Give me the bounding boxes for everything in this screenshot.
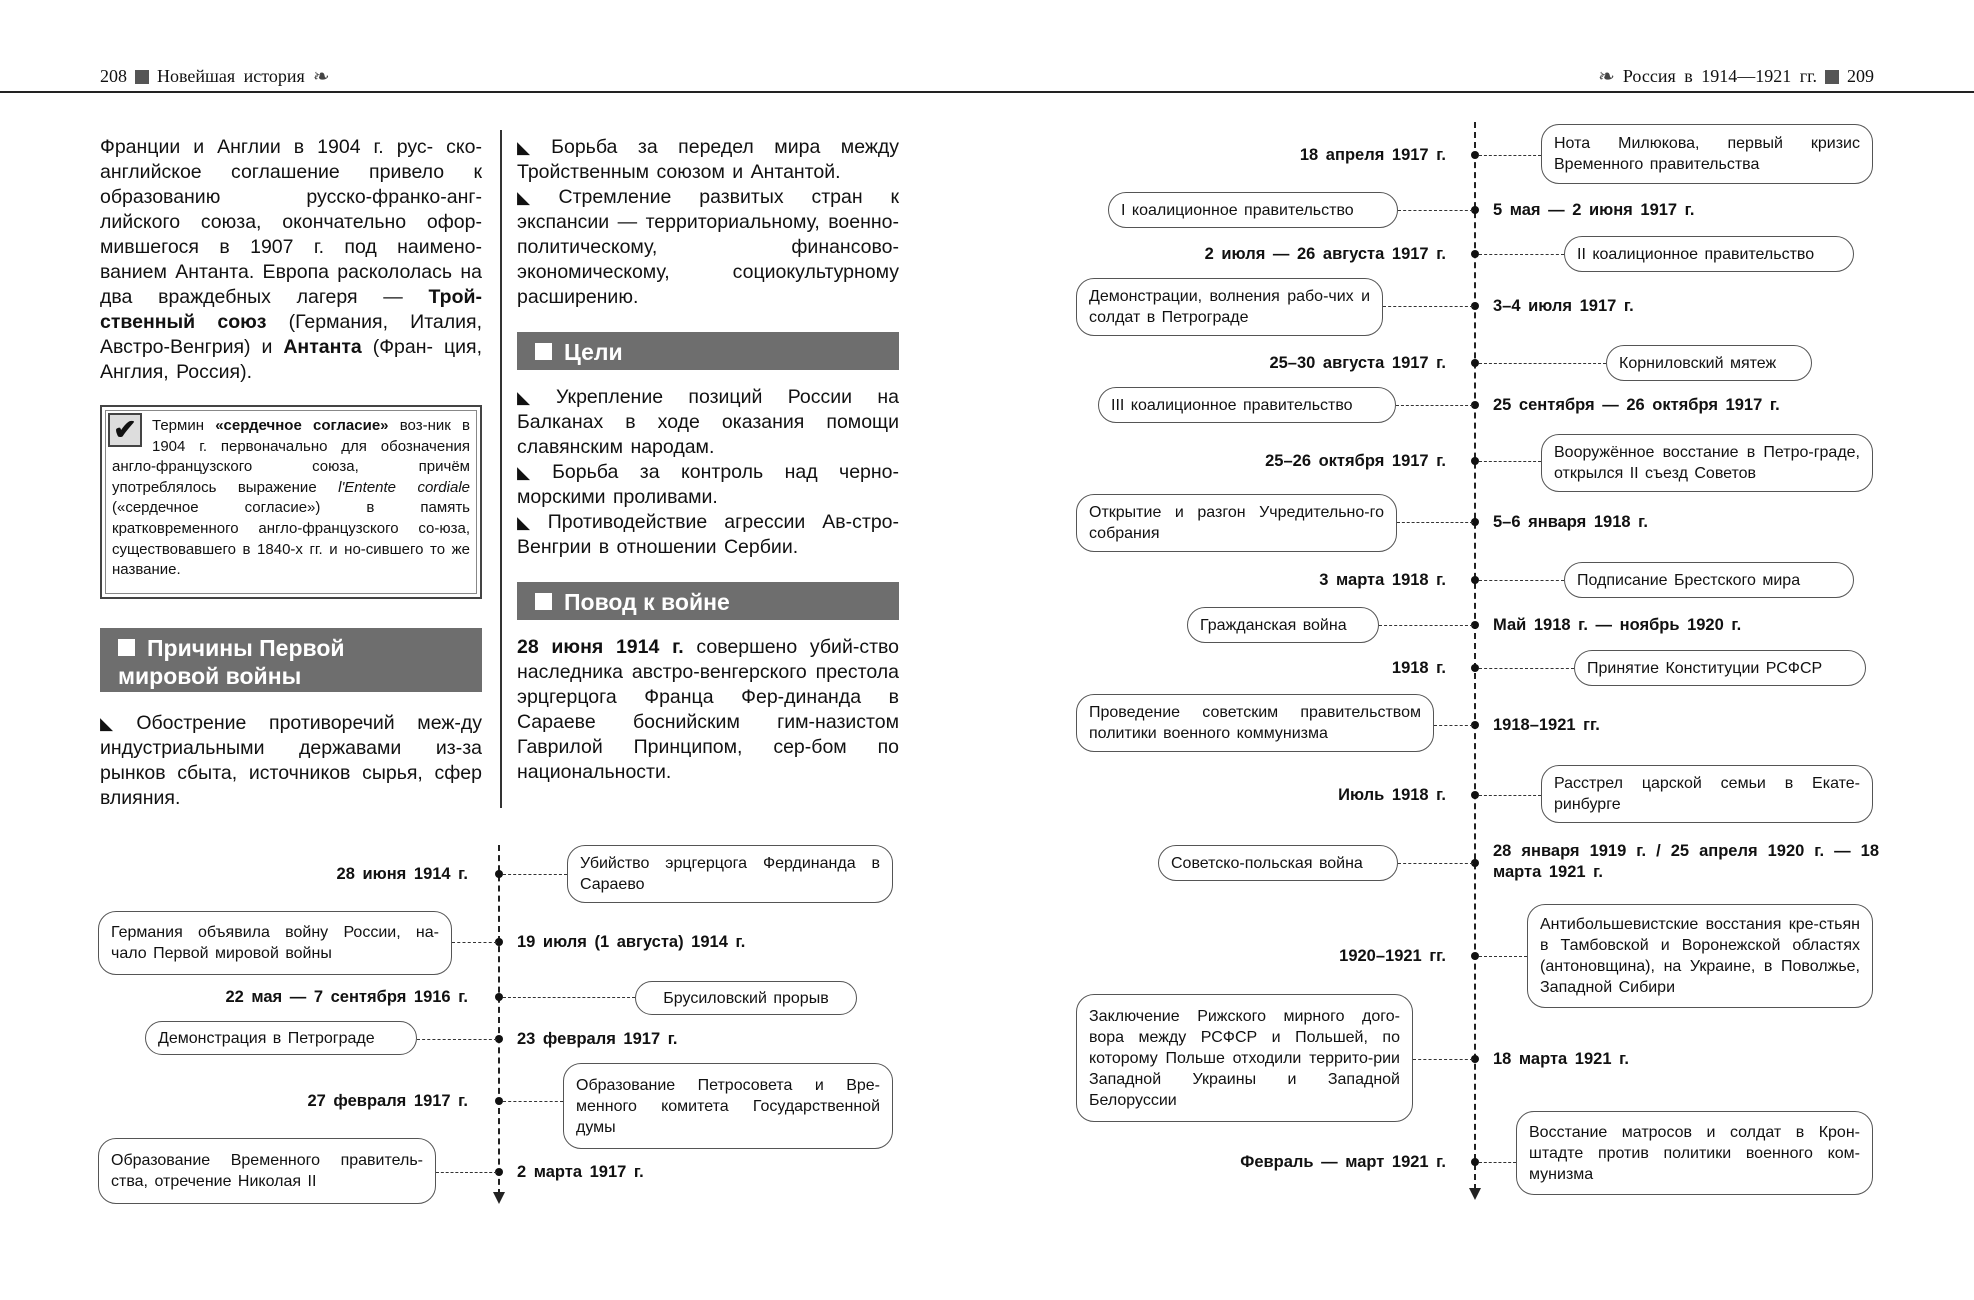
timeline-date: 1918–1921 гг. [1493,716,1600,734]
timeline-connector [1479,155,1541,156]
timeline-connector [1379,625,1473,626]
timeline-date: 18 апреля 1917 г. [1299,146,1446,164]
cause-item-3: ◣ Стремление развитых стран к экспансии — территориальному, военно-политическому, финансово-экономическому, социокультурному расширению. [517,186,900,308]
section-heading-pretext: Повод к войне [517,582,899,620]
timeline-connector [1479,668,1574,669]
right-running-title: Россия в 1914—1921 гг. [1622,66,1817,86]
left-page-header [100,64,338,89]
timeline-connector [1383,306,1473,307]
timeline-dot [1471,457,1479,465]
timeline-connector [1398,210,1473,211]
timeline-date: 1918 г. [1391,659,1446,677]
timeline-dot [1471,250,1479,258]
timeline-event: Расстрел царской семьи в Екате-ринбурге [1541,765,1873,823]
checkmark-icon: ✔ [108,413,142,447]
timeline-dot [1471,576,1479,584]
timeline-dot [495,1097,503,1105]
timeline-event: Вооружённое восстание в Петро-граде, открылся II съезд Советов [1541,434,1873,492]
timeline-connector [1479,461,1541,462]
timeline-date: 27 февраля 1917 г. [307,1092,468,1110]
timeline-connector [417,1039,497,1040]
right-page-header [1590,64,1874,89]
timeline-event: Образование Временного правитель-ства, отречение Николая II [98,1138,436,1204]
timeline-connector [1479,1162,1516,1163]
timeline-event: Восстание матросов и солдат в Крон-штадте против политики военного ком-мунизма [1516,1111,1873,1195]
triangle-bullet-icon: ◣ [100,714,129,733]
triangle-bullet-icon: ◣ [517,188,551,207]
goal-item-3: ◣ Противодействие агрессии Ав-стро-Венгрии в отношении Сербии. [517,511,899,558]
timeline-event: Открытие и разгон Учредительно-го собрания [1076,494,1397,552]
triangle-bullet-icon: ◣ [517,513,540,532]
timeline-event: Заключение Рижского мирного дого-вора между РСФСР и Польшей, по которому Польше отходили террито-рии Западной Украины и Западной Белоруссии [1076,994,1413,1122]
section-heading-goals: Цели [517,332,899,370]
timeline-event: Демонстрация в Петрограде [145,1021,417,1055]
triangle-bullet-icon: ◣ [517,388,549,407]
timeline-event: Проведение советским правительством политики военного коммунизма [1076,694,1434,752]
timeline-dot [1471,359,1479,367]
timeline-date: 3–4 июля 1917 г. [1493,297,1634,315]
timeline-date: 5–6 января 1918 г. [1493,513,1648,531]
timeline-date: 2 июля — 26 августа 1917 г. [1204,245,1446,263]
timeline-date: 5 мая — 2 июня 1917 г. [1493,201,1695,219]
timeline-connector [503,1101,563,1102]
timeline-dot [1471,151,1479,159]
timeline-connector [1397,522,1473,523]
timeline-connector [1396,405,1473,406]
timeline-date: 3 марта 1918 г. [1319,571,1446,589]
column-divider [500,130,502,808]
timeline-connector [503,997,635,998]
timeline-dot [495,993,503,1001]
header-square-icon [135,70,149,84]
timeline-date: 25 сентября — 26 октября 1917 г. [1493,396,1780,414]
timeline-event: Нота Милюкова, первый кризис Временного правительства [1541,124,1873,184]
timeline-arrow-left [493,1192,505,1204]
header-square-icon [1825,70,1839,84]
timeline-arrow-right [1469,1188,1481,1200]
timeline-event: Убийство эрцгерцога Фердинанда в Сараево [567,845,893,903]
section-heading-causes: Причины Первой мировой войны [100,628,482,692]
timeline-event: II коалиционное правительство [1564,236,1854,272]
timeline-dot [1471,1158,1479,1166]
timeline-date: Май 1918 г. — ноябрь 1920 г. [1493,616,1742,634]
timeline-connector [503,874,567,875]
page-number-left: 208 [100,66,127,86]
goal-item-1: ◣ Укрепление позиций России на Балканах в ходе оказания помощи славянским народам. [517,386,900,458]
timeline-dot [495,870,503,878]
timeline-date: 22 мая — 7 сентября 1916 г. [225,988,468,1006]
term-note-box: ✔ Термин «сердечное согласие» воз-ник в 1904 г. первоначально для обозначения англо-французского союза, причём употреблялось выражение l'Entente cordiale («сердечное согласие») в память кратковременного англо-французского со-юза, существовавшего в 1840-х гг. и но-сившего то же название. [100,405,482,599]
cause-item-2: ◣ Борьба за передел мира между Тройственным союзом и Антантой. [517,136,900,183]
timeline-connector [1434,725,1473,726]
timeline-event: Брусиловский прорыв [635,981,857,1015]
timeline-dot [1471,952,1479,960]
timeline-event: Германия объявила войну России, на-чало Первой мировой войны [98,911,452,975]
timeline-date: 28 июня 1914 г. [336,865,468,883]
cause-item-1: ◣ Обострение противоречий меж-ду индустриальными державами из-за рынков сбыта, источников сырья, сфер влияния. [100,712,482,809]
triangle-bullet-icon: ◣ [517,463,545,482]
timeline-event: Демонстрации, волнения рабо-чих и солдат в Петрограде [1076,278,1383,336]
timeline-connector [1398,863,1473,864]
timeline-date: 28 января 1919 г. / 25 апреля 1920 г. — 18 марта 1921 г. [1493,842,1879,881]
ornament-icon: ❧ [1598,66,1615,88]
timeline-date: 25–26 октября 1917 г. [1265,452,1446,470]
header-rule [0,91,1974,93]
page-number-right: 209 [1847,66,1874,86]
timeline-date: 23 февраля 1917 г. [517,1030,678,1048]
timeline-connector [1413,1059,1473,1060]
timeline-date: 19 июля (1 августа) 1914 г. [517,933,746,951]
timeline-event: Советско-польская война [1158,845,1398,881]
timeline-date: Июль 1918 г. [1338,786,1446,804]
timeline-axis-right [1474,122,1476,1190]
timeline-dot [1471,664,1479,672]
timeline-connector [1479,254,1564,255]
timeline-date: 25–30 августа 1917 г. [1269,354,1446,372]
heading-square-icon [535,343,552,360]
intro-paragraph: Франции и Англии в 1904 г. рус- ско-английское соглашение привело к образованию русско-франко-анг- лийского союза, окончательно офор- мившегося в 1907 г. под наимено- ванием Антанта. Европа раскололась на два враждебных лагеря — Трой- ственный союз (Германия, Италия, Австро-Венгрия) и Антанта (Фран- ция, Англия, Россия). [100,136,483,383]
timeline-connector [436,1172,497,1173]
timeline-event: I коалиционное правительство [1108,192,1398,228]
timeline-dot [1471,791,1479,799]
timeline-date: Февраль — март 1921 г. [1240,1153,1446,1171]
timeline-event: Подписание Брестского мира [1564,562,1854,598]
timeline-axis-left [498,845,500,1195]
timeline-connector [1479,580,1564,581]
timeline-event: Антибольшевистские восстания кре-стьян в Тамбовской и Воронежской областях (антоновщина), на Украине, в Поволжье, Западной Сибири [1527,904,1873,1008]
pretext-paragraph: 28 июня 1914 г. совершено убий-ство наследника австро-венгерского престола эрцгерцога Франца Фер-динанда в Сараеве боснийским гим-назистом Гаврилой Принципом, сер-бом по национальности. [517,636,899,783]
ornament-icon: ❧ [312,66,330,88]
timeline-date: 2 марта 1917 г. [517,1163,644,1181]
timeline-event: Гражданская война [1187,607,1379,643]
timeline-event: Корниловский мятеж [1606,345,1812,381]
left-running-title: Новейшая история [157,66,305,86]
heading-square-icon [118,639,135,656]
timeline-event: III коалиционное правительство [1098,387,1396,423]
timeline-connector [1479,363,1606,364]
heading-square-icon [535,593,552,610]
goal-item-2: ◣ Борьба за контроль над черно-морскими проливами. [517,461,899,508]
timeline-event: Принятие Конституции РСФСР [1574,650,1866,686]
timeline-connector [1479,795,1541,796]
timeline-date: 1920–1921 гг. [1339,947,1446,965]
timeline-event: Образование Петросовета и Вре-менного комитета Государственной думы [563,1063,893,1149]
triangle-bullet-icon: ◣ [517,138,544,157]
timeline-date: 18 марта 1921 г. [1493,1050,1629,1068]
timeline-connector [1479,956,1527,957]
timeline-connector [452,942,497,943]
